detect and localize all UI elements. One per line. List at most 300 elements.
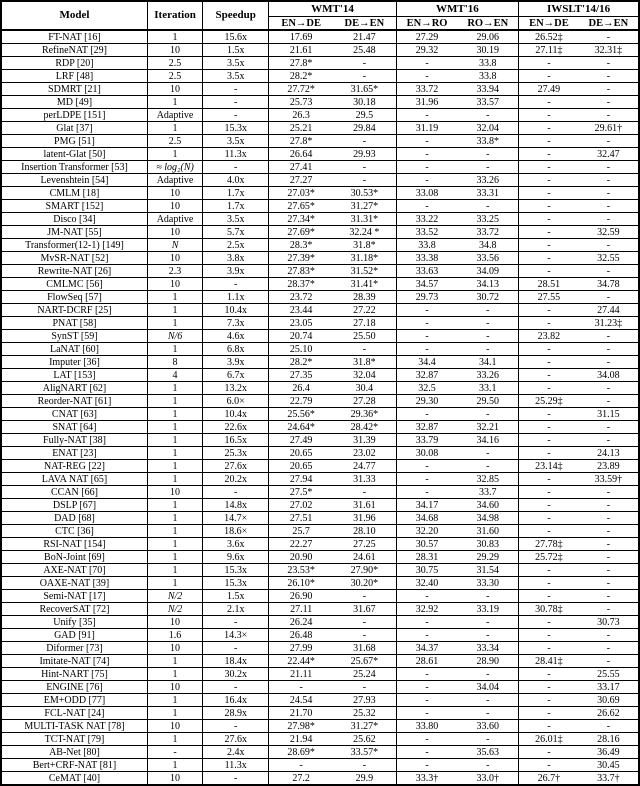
iteration-cell: 1 xyxy=(147,538,202,551)
sub-header-iwslt-en-de: EN→DE xyxy=(519,17,579,31)
iwslt-en-de-cell: - xyxy=(519,187,579,200)
iteration-cell: 2.5 xyxy=(147,57,202,70)
model-cell: TCT-NAT [79] xyxy=(1,733,147,746)
wmt14-en-de-cell: 28.69* xyxy=(269,746,333,759)
iwslt-en-de-cell: - xyxy=(519,382,579,395)
iwslt-de-en-cell: - xyxy=(579,499,639,512)
iteration-cell: N/6 xyxy=(147,330,202,343)
iwslt-de-en-cell: 30.69 xyxy=(579,694,639,707)
wmt16-ro-en-cell: 31.60 xyxy=(457,525,518,538)
model-cell: LaNAT [60] xyxy=(1,343,147,356)
wmt16-en-ro-cell: - xyxy=(396,486,457,499)
wmt14-de-en-cell: 31.41* xyxy=(333,278,396,291)
table-header xyxy=(1,1,639,30)
wmt16-en-ro-cell: 33.08 xyxy=(396,187,457,200)
iwslt-de-en-cell: 25.55 xyxy=(579,668,639,681)
wmt16-en-ro-cell: 32.92 xyxy=(396,603,457,616)
iwslt-de-en-cell: - xyxy=(579,291,639,304)
wmt16-ro-en-cell: 33.56 xyxy=(457,252,518,265)
wmt16-en-ro-cell: - xyxy=(396,681,457,694)
model-cell: Reorder-NAT [61] xyxy=(1,395,147,408)
wmt16-en-ro-cell: 28.31 xyxy=(396,551,457,564)
wmt16-en-ro-cell: 30.57 xyxy=(396,538,457,551)
wmt16-en-ro-cell: 34.4 xyxy=(396,356,457,369)
table-row xyxy=(1,551,639,564)
wmt14-en-de-cell: 27.49 xyxy=(269,434,333,447)
wmt16-ro-en-cell: 33.30 xyxy=(457,577,518,590)
wmt14-en-de-cell: 25.10 xyxy=(269,343,333,356)
table-row xyxy=(1,135,639,148)
wmt14-de-en-cell: 24.77 xyxy=(333,460,396,473)
speedup-cell: 10.4x xyxy=(203,408,269,421)
wmt16-en-ro-cell: - xyxy=(396,733,457,746)
iteration-cell: 1 xyxy=(147,291,202,304)
wmt16-ro-en-cell: 33.8 xyxy=(457,70,518,83)
iwslt-de-en-cell: - xyxy=(579,512,639,525)
wmt14-en-de-cell: 28.2* xyxy=(269,356,333,369)
wmt16-ro-en-cell: 33.0† xyxy=(457,772,518,786)
model-cell: Fully-NAT [38] xyxy=(1,434,147,447)
wmt16-ro-en-cell: - xyxy=(457,629,518,642)
wmt14-en-de-cell: 22.27 xyxy=(269,538,333,551)
speedup-cell: 5.7x xyxy=(203,226,269,239)
wmt14-de-en-cell: 31.27* xyxy=(333,720,396,733)
iwslt-de-en-cell: - xyxy=(579,629,639,642)
table-row xyxy=(1,434,639,447)
wmt14-de-en-cell: 30.53* xyxy=(333,187,396,200)
iwslt-en-de-cell: - xyxy=(519,408,579,421)
wmt16-ro-en-cell: - xyxy=(457,668,518,681)
iteration-cell: 1 xyxy=(147,512,202,525)
table-row xyxy=(1,629,639,642)
table-row xyxy=(1,395,639,408)
iteration-cell: ≈ log₂(N) xyxy=(147,161,202,174)
model-cell: latent-Glat [50] xyxy=(1,148,147,161)
table-row xyxy=(1,369,639,382)
iwslt-de-en-cell: 27.44 xyxy=(579,304,639,317)
wmt14-en-de-cell: 27.99 xyxy=(269,642,333,655)
speedup-cell: 6.8x xyxy=(203,343,269,356)
model-cell: MULTI-TASK NAT [78] xyxy=(1,720,147,733)
iwslt-en-de-cell: - xyxy=(519,161,579,174)
wmt14-en-de-cell: 27.72* xyxy=(269,83,333,96)
model-cell: CNAT [63] xyxy=(1,408,147,421)
wmt16-ro-en-cell: 34.16 xyxy=(457,434,518,447)
iwslt-de-en-cell: - xyxy=(579,57,639,70)
wmt16-en-ro-cell: 29.32 xyxy=(396,44,457,57)
wmt16-ro-en-cell: 34.60 xyxy=(457,499,518,512)
table-row xyxy=(1,720,639,733)
wmt14-en-de-cell: 27.02 xyxy=(269,499,333,512)
wmt16-en-ro-cell: - xyxy=(396,148,457,161)
iwslt-en-de-cell: - xyxy=(519,629,579,642)
model-cell: ENAT [23] xyxy=(1,447,147,460)
wmt14-en-de-cell: 26.64 xyxy=(269,148,333,161)
model-cell: GAD [91] xyxy=(1,629,147,642)
table-row xyxy=(1,239,639,252)
speedup-cell: 25.3x xyxy=(203,447,269,460)
model-cell: FCL-NAT [24] xyxy=(1,707,147,720)
iwslt-en-de-cell: - xyxy=(519,252,579,265)
iteration-cell: 2.5 xyxy=(147,135,202,148)
wmt16-ro-en-cell: 33.25 xyxy=(457,213,518,226)
wmt16-en-ro-cell: 33.38 xyxy=(396,252,457,265)
table-row xyxy=(1,252,639,265)
iwslt-de-en-cell: 32.47 xyxy=(579,148,639,161)
iteration-cell: - xyxy=(147,746,202,759)
iteration-cell: 10 xyxy=(147,187,202,200)
iwslt-de-en-cell: - xyxy=(579,538,639,551)
wmt14-de-en-cell: - xyxy=(333,161,396,174)
wmt16-en-ro-cell: - xyxy=(396,707,457,720)
speedup-cell: 16.5x xyxy=(203,434,269,447)
iwslt-en-de-cell: - xyxy=(519,122,579,135)
speedup-cell: 3.5x xyxy=(203,70,269,83)
wmt16-en-ro-cell: 29.30 xyxy=(396,395,457,408)
model-cell: Imputer [36] xyxy=(1,356,147,369)
wmt16-ro-en-cell: - xyxy=(457,148,518,161)
model-cell: Insertion Transformer [53] xyxy=(1,161,147,174)
wmt14-de-en-cell: 31.8* xyxy=(333,239,396,252)
wmt16-en-ro-cell: 33.79 xyxy=(396,434,457,447)
wmt16-ro-en-cell: - xyxy=(457,694,518,707)
iwslt-de-en-cell: - xyxy=(579,382,639,395)
model-cell: CMLMC [56] xyxy=(1,278,147,291)
wmt16-ro-en-cell: - xyxy=(457,304,518,317)
wmt16-en-ro-cell: - xyxy=(396,759,457,772)
wmt14-de-en-cell: 25.62 xyxy=(333,733,396,746)
iteration-cell: 1 xyxy=(147,473,202,486)
sub-header-wmt14-de-en: DE→EN xyxy=(333,17,396,31)
wmt14-de-en-cell: 27.28 xyxy=(333,395,396,408)
iteration-cell: N/2 xyxy=(147,590,202,603)
speedup-cell: 1.5x xyxy=(203,590,269,603)
iwslt-de-en-cell: - xyxy=(579,187,639,200)
speedup-cell: 3.5x xyxy=(203,135,269,148)
wmt14-de-en-cell: 29.36* xyxy=(333,408,396,421)
iwslt-de-en-cell: 30.45 xyxy=(579,759,639,772)
iwslt-en-de-cell: - xyxy=(519,421,579,434)
speedup-cell: 14.3× xyxy=(203,629,269,642)
wmt14-en-de-cell: - xyxy=(269,759,333,772)
iwslt-de-en-cell: 33.59† xyxy=(579,473,639,486)
iteration-cell: 1 xyxy=(147,525,202,538)
table-row xyxy=(1,447,639,460)
wmt16-ro-en-cell: 30.19 xyxy=(457,44,518,57)
table-row xyxy=(1,291,639,304)
table-row xyxy=(1,616,639,629)
speedup-cell: 2.5x xyxy=(203,239,269,252)
wmt16-en-ro-cell: - xyxy=(396,135,457,148)
iwslt-de-en-cell: 33.17 xyxy=(579,681,639,694)
wmt16-en-ro-cell: - xyxy=(396,460,457,473)
table-row xyxy=(1,200,639,213)
iwslt-en-de-cell: - xyxy=(519,707,579,720)
table-row xyxy=(1,96,639,109)
iwslt-de-en-cell: 30.73 xyxy=(579,616,639,629)
model-cell: RecoverSAT [72] xyxy=(1,603,147,616)
wmt14-en-de-cell: 20.65 xyxy=(269,447,333,460)
wmt16-ro-en-cell: 32.04 xyxy=(457,122,518,135)
wmt16-en-ro-cell: 34.68 xyxy=(396,512,457,525)
model-cell: DAD [68] xyxy=(1,512,147,525)
wmt16-ro-en-cell: 33.94 xyxy=(457,83,518,96)
wmt16-ro-en-cell: 30.72 xyxy=(457,291,518,304)
iwslt-de-en-cell: - xyxy=(579,603,639,616)
iwslt-en-de-cell: - xyxy=(519,109,579,122)
iwslt-de-en-cell: - xyxy=(579,83,639,96)
wmt14-de-en-cell: 31.18* xyxy=(333,252,396,265)
speedup-cell: 13.2x xyxy=(203,382,269,395)
speedup-cell: 15.3x xyxy=(203,122,269,135)
table-row xyxy=(1,30,639,44)
speedup-cell: 1.1x xyxy=(203,291,269,304)
wmt14-de-en-cell: - xyxy=(333,681,396,694)
iwslt-en-de-cell: - xyxy=(519,720,579,733)
model-cell: RDP [20] xyxy=(1,57,147,70)
iteration-cell: 2.3 xyxy=(147,265,202,278)
iwslt-de-en-cell: 31.23‡ xyxy=(579,317,639,330)
wmt14-en-de-cell: 26.48 xyxy=(269,629,333,642)
iteration-cell: 10 xyxy=(147,278,202,291)
wmt16-ro-en-cell: - xyxy=(457,616,518,629)
table-row xyxy=(1,668,639,681)
sub-header-wmt14-en-de: EN→DE xyxy=(269,17,333,31)
iwslt-de-en-cell: - xyxy=(579,434,639,447)
iteration-cell: 1 xyxy=(147,655,202,668)
iwslt-de-en-cell: - xyxy=(579,486,639,499)
speedup-cell: 30.2x xyxy=(203,668,269,681)
iwslt-de-en-cell: - xyxy=(579,330,639,343)
wmt14-de-en-cell: - xyxy=(333,590,396,603)
table-row xyxy=(1,590,639,603)
iteration-cell: Adaptive xyxy=(147,109,202,122)
wmt14-en-de-cell: 25.56* xyxy=(269,408,333,421)
iwslt-en-de-cell: - xyxy=(519,473,579,486)
wmt16-en-ro-cell: 27.29 xyxy=(396,30,457,44)
wmt14-de-en-cell: 27.93 xyxy=(333,694,396,707)
column-header-speedup: Speedup xyxy=(203,1,269,30)
iwslt-en-de-cell: - xyxy=(519,434,579,447)
wmt14-de-en-cell: - xyxy=(333,759,396,772)
speedup-cell: - xyxy=(203,486,269,499)
iwslt-en-de-cell: - xyxy=(519,642,579,655)
wmt14-de-en-cell: 28.10 xyxy=(333,525,396,538)
iteration-cell: 1 xyxy=(147,759,202,772)
iwslt-en-de-cell: - xyxy=(519,174,579,187)
model-cell: SNAT [64] xyxy=(1,421,147,434)
wmt16-ro-en-cell: 33.19 xyxy=(457,603,518,616)
iteration-cell: N xyxy=(147,239,202,252)
table-row xyxy=(1,278,639,291)
speedup-cell: - xyxy=(203,109,269,122)
wmt16-en-ro-cell: - xyxy=(396,629,457,642)
wmt14-de-en-cell: - xyxy=(333,70,396,83)
wmt16-ro-en-cell: 33.57 xyxy=(457,96,518,109)
wmt16-en-ro-cell: - xyxy=(396,616,457,629)
wmt14-en-de-cell: 21.11 xyxy=(269,668,333,681)
iteration-cell: 1 xyxy=(147,434,202,447)
wmt16-en-ro-cell: - xyxy=(396,408,457,421)
iteration-cell: 10 xyxy=(147,83,202,96)
wmt14-en-de-cell: 24.54 xyxy=(269,694,333,707)
wmt16-en-ro-cell: - xyxy=(396,174,457,187)
wmt16-en-ro-cell: 33.72 xyxy=(396,83,457,96)
iteration-cell: 1 xyxy=(147,733,202,746)
table-row xyxy=(1,265,639,278)
iteration-cell: 10 xyxy=(147,200,202,213)
iwslt-en-de-cell: - xyxy=(519,239,579,252)
model-cell: CeMAT [40] xyxy=(1,772,147,786)
iwslt-de-en-cell: 31.15 xyxy=(579,408,639,421)
model-cell: NART-DCRF [25] xyxy=(1,304,147,317)
wmt14-de-en-cell: 30.18 xyxy=(333,96,396,109)
iwslt-de-en-cell: - xyxy=(579,395,639,408)
wmt16-en-ro-cell: - xyxy=(396,590,457,603)
wmt16-ro-en-cell: 33.60 xyxy=(457,720,518,733)
wmt14-en-de-cell: 20.74 xyxy=(269,330,333,343)
speedup-cell: 15.3x xyxy=(203,564,269,577)
wmt14-en-de-cell: 27.34* xyxy=(269,213,333,226)
table-row xyxy=(1,746,639,759)
table-row xyxy=(1,655,639,668)
wmt14-en-de-cell: 27.8* xyxy=(269,57,333,70)
iwslt-de-en-cell: - xyxy=(579,590,639,603)
wmt14-en-de-cell: 23.05 xyxy=(269,317,333,330)
iwslt-de-en-cell: 32.59 xyxy=(579,226,639,239)
iwslt-de-en-cell: - xyxy=(579,200,639,213)
speedup-cell: 28.9x xyxy=(203,707,269,720)
iwslt-de-en-cell: - xyxy=(579,720,639,733)
iteration-cell: 10 xyxy=(147,681,202,694)
iteration-cell: 1.6 xyxy=(147,629,202,642)
iteration-cell: 10 xyxy=(147,720,202,733)
wmt16-ro-en-cell: - xyxy=(457,707,518,720)
wmt14-de-en-cell: 31.61 xyxy=(333,499,396,512)
sub-header-wmt16-ro-en: RO→EN xyxy=(457,17,518,31)
iteration-cell: 2.5 xyxy=(147,70,202,83)
table-row xyxy=(1,317,639,330)
wmt16-ro-en-cell: 28.90 xyxy=(457,655,518,668)
table-row xyxy=(1,772,639,786)
speedup-cell: 9.6x xyxy=(203,551,269,564)
wmt14-de-en-cell: 28.42* xyxy=(333,421,396,434)
iwslt-en-de-cell: - xyxy=(519,265,579,278)
wmt16-ro-en-cell: - xyxy=(457,590,518,603)
iwslt-en-de-cell: 27.78‡ xyxy=(519,538,579,551)
iwslt-en-de-cell: - xyxy=(519,135,579,148)
wmt16-ro-en-cell: - xyxy=(457,161,518,174)
iwslt-de-en-cell: 32.31‡ xyxy=(579,44,639,57)
wmt16-ro-en-cell: 34.8 xyxy=(457,239,518,252)
sub-header-wmt16-en-ro: EN→RO xyxy=(396,17,457,31)
wmt14-en-de-cell: 25.21 xyxy=(269,122,333,135)
table-row xyxy=(1,564,639,577)
iwslt-de-en-cell: - xyxy=(579,213,639,226)
wmt16-ro-en-cell: 30.83 xyxy=(457,538,518,551)
speedup-cell: 3.6x xyxy=(203,538,269,551)
wmt16-en-ro-cell: 34.17 xyxy=(396,499,457,512)
group-header-wmt16: WMT'16 xyxy=(396,1,518,17)
wmt14-en-de-cell: 23.44 xyxy=(269,304,333,317)
model-cell: SDMRT [21] xyxy=(1,83,147,96)
wmt16-ro-en-cell: 33.26 xyxy=(457,369,518,382)
iteration-cell: 10 xyxy=(147,252,202,265)
iwslt-en-de-cell: - xyxy=(519,486,579,499)
iwslt-en-de-cell: - xyxy=(519,746,579,759)
wmt16-ro-en-cell: - xyxy=(457,759,518,772)
model-cell: Glat [37] xyxy=(1,122,147,135)
wmt14-de-en-cell: - xyxy=(333,343,396,356)
table-row xyxy=(1,512,639,525)
wmt16-en-ro-cell: - xyxy=(396,161,457,174)
wmt14-en-de-cell: 26.3 xyxy=(269,109,333,122)
wmt14-en-de-cell: 17.69 xyxy=(269,30,333,44)
wmt14-de-en-cell: 31.96 xyxy=(333,512,396,525)
wmt14-en-de-cell: 27.83* xyxy=(269,265,333,278)
table-row xyxy=(1,148,639,161)
wmt16-en-ro-cell: - xyxy=(396,70,457,83)
wmt14-en-de-cell: 22.44* xyxy=(269,655,333,668)
wmt14-en-de-cell: 26.90 xyxy=(269,590,333,603)
speedup-cell: 3.9x xyxy=(203,356,269,369)
table-row xyxy=(1,161,639,174)
wmt14-de-en-cell: 25.67* xyxy=(333,655,396,668)
model-cell: DSLP [67] xyxy=(1,499,147,512)
iwslt-de-en-cell: - xyxy=(579,96,639,109)
wmt14-de-en-cell: 30.4 xyxy=(333,382,396,395)
iteration-cell: 1 xyxy=(147,421,202,434)
wmt16-en-ro-cell: 33.8 xyxy=(396,239,457,252)
wmt16-en-ro-cell: - xyxy=(396,57,457,70)
speedup-cell: 20.2x xyxy=(203,473,269,486)
model-cell: AB-Net [80] xyxy=(1,746,147,759)
iwslt-de-en-cell: - xyxy=(579,356,639,369)
model-cell: ENGINE [76] xyxy=(1,681,147,694)
wmt16-ro-en-cell: - xyxy=(457,330,518,343)
iwslt-de-en-cell: 34.08 xyxy=(579,369,639,382)
wmt14-en-de-cell: 27.65* xyxy=(269,200,333,213)
iwslt-en-de-cell: - xyxy=(519,694,579,707)
table-row xyxy=(1,577,639,590)
model-cell: BoN-Joint [69] xyxy=(1,551,147,564)
model-cell: LAVA NAT [65] xyxy=(1,473,147,486)
iteration-cell: 1 xyxy=(147,460,202,473)
iwslt-de-en-cell: - xyxy=(579,161,639,174)
table-row xyxy=(1,57,639,70)
iwslt-en-de-cell: - xyxy=(519,213,579,226)
wmt16-en-ro-cell: 28.61 xyxy=(396,655,457,668)
model-cell: CCAN [66] xyxy=(1,486,147,499)
table-row xyxy=(1,525,639,538)
iteration-cell: 1 xyxy=(147,304,202,317)
iteration-cell: N/2 xyxy=(147,603,202,616)
wmt16-ro-en-cell: 33.1 xyxy=(457,382,518,395)
sub-header-iwslt-de-en: DE→EN xyxy=(579,17,639,31)
wmt16-ro-en-cell: 34.09 xyxy=(457,265,518,278)
wmt14-en-de-cell: 23.72 xyxy=(269,291,333,304)
wmt16-en-ro-cell: - xyxy=(396,668,457,681)
table-body xyxy=(1,30,639,785)
wmt14-de-en-cell: 29.93 xyxy=(333,148,396,161)
wmt14-de-en-cell: 27.22 xyxy=(333,304,396,317)
wmt14-de-en-cell: 29.5 xyxy=(333,109,396,122)
iteration-cell: 1 xyxy=(147,382,202,395)
wmt16-ro-en-cell: 33.8* xyxy=(457,135,518,148)
model-cell: PNAT [58] xyxy=(1,317,147,330)
model-cell: AligNART [62] xyxy=(1,382,147,395)
wmt14-de-en-cell: - xyxy=(333,135,396,148)
